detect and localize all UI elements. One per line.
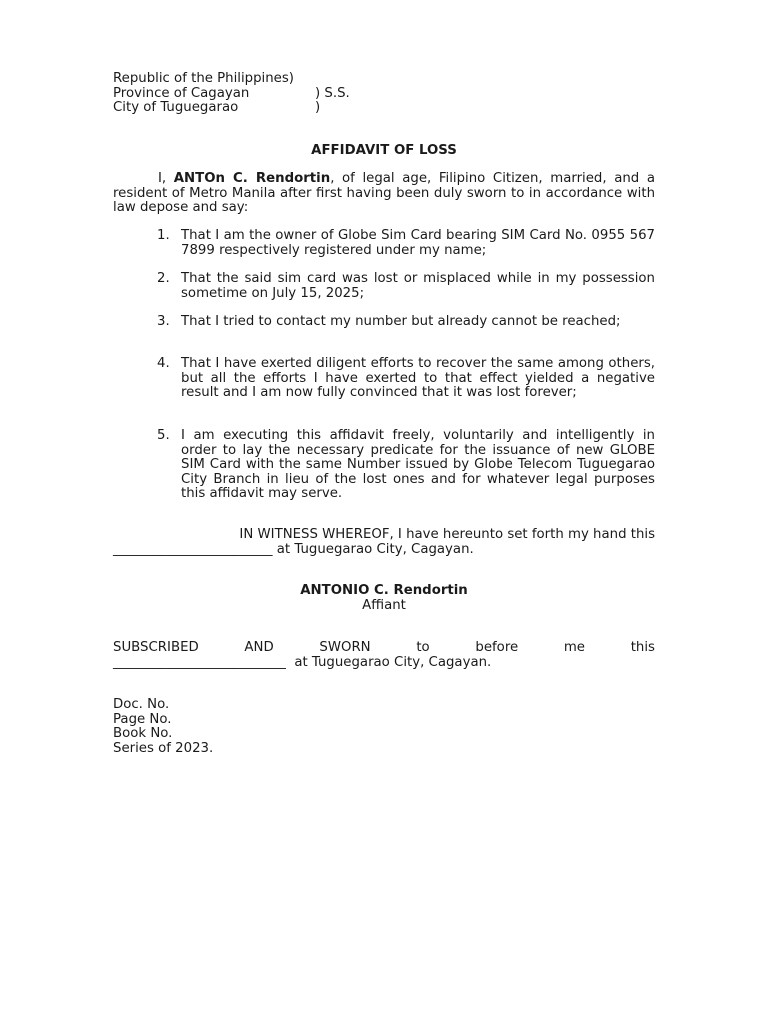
affiant-label: Affiant	[362, 598, 406, 613]
subscribed-word: SWORN	[319, 640, 371, 655]
subscribed-word: this	[630, 640, 655, 655]
item-number: 5.	[157, 428, 170, 443]
item-number: 1.	[157, 228, 170, 243]
affiant-name-intro: ANTOn C. Rendortin	[173, 171, 331, 186]
item-text: That I tried to contact my number but already cannot be reached;	[181, 314, 621, 329]
date-blank: __________________________	[113, 655, 286, 670]
witness-paragraph	[113, 528, 655, 557]
venue-republic: Republic of the Philippines)	[113, 71, 294, 86]
subscribed-word: before	[475, 640, 519, 655]
venue-line	[113, 100, 321, 116]
venue-province: Province of Cagayan	[113, 85, 250, 101]
affiant-name: ANTONIO C. Rendortin	[300, 583, 468, 598]
witness-line	[113, 528, 655, 543]
item-text: That I am the owner of Globe Sim Card bearing SIM Card No. 0955 567 7899 respectively registered under my name;	[181, 228, 655, 258]
item-text: That the said sim card was lost or misplaced while in my possession sometime on July 15, 2025;	[181, 271, 655, 301]
intro-paragraph	[113, 172, 655, 216]
witness-line	[113, 543, 655, 558]
subscribed-place: at Tuguegarao City, Cagayan.	[285, 655, 492, 670]
subscribed-word: SUBSCRIBED	[113, 640, 199, 655]
subscribed-word: to	[416, 640, 430, 655]
item-text: I am executing this affidavit freely, voluntarily and intelligently in order to lay the necessary predicate for the issuance of new GLOBE SIM Card with the same Number issued by Globe Telecom Tuguegarao City Branch in lieu of the lost ones and for whatever legal purposes this affidavit may serve.	[181, 428, 655, 501]
book-no: Book No.	[113, 726, 173, 741]
intro-prefix: I,	[158, 171, 174, 186]
venue-city: City of Tuguegarao	[113, 100, 239, 115]
item-number: 3.	[157, 314, 170, 329]
venue-line	[113, 72, 294, 87]
subscribed-line	[113, 641, 655, 656]
venue-ss: ) S.S.	[315, 85, 350, 101]
witness-place: at Tuguegarao City, Cagayan.	[272, 541, 474, 557]
doc-no: Doc. No.	[113, 697, 170, 712]
item-text: That I have exerted diligent efforts to recover the same among others, but all the efforts I have exerted to that effect yielded a negative result and I am now fully convinced that it was lost forever;	[181, 356, 655, 400]
notarial-register	[113, 698, 213, 756]
subscribed-place-line	[113, 656, 655, 671]
venue-paren: )	[315, 100, 321, 115]
venue-line	[113, 85, 350, 102]
witness-text: IN WITNESS WHEREOF, I have hereunto set forth my hand this	[239, 527, 655, 542]
date-blank: ________________________	[113, 541, 273, 557]
subscribed-word: me	[563, 640, 585, 655]
intro-text: , of legal age, Filipino Citizen, married, and a resident of Metro Manila after first having been duly sworn to in accordance with law depose and say:	[113, 171, 655, 215]
item-number: 2.	[157, 271, 170, 286]
item-number: 4.	[157, 356, 170, 371]
venue-block	[113, 71, 350, 116]
document-title: AFFIDAVIT OF LOSS	[311, 143, 457, 158]
page-no: Page No.	[113, 711, 172, 727]
series: Series of 2023.	[113, 740, 214, 756]
subscribed-word: AND	[244, 640, 274, 655]
